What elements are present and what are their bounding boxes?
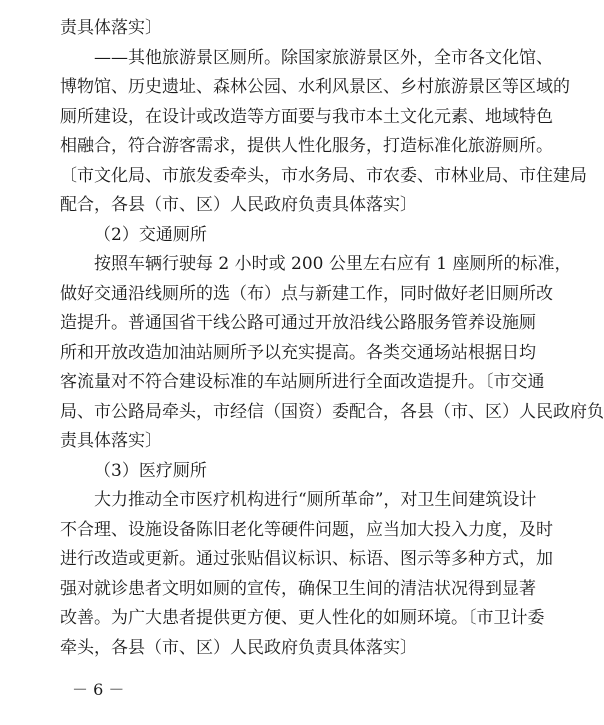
text-line: 大力推动全市医疗机构进行“厕所革命”，对卫生间建筑设计 [94, 490, 537, 510]
text-line: ——其他旅游景区厕所。除国家旅游景区外，全市各文化馆、 [94, 47, 553, 68]
text-line: 客流量对不符合建设标准的车站厕所进行全面改造提升。〔市交通 [60, 372, 545, 392]
text-line: 厕所建设，在设计或改造等方面要与我市本土文化元素、地域特色 [60, 106, 553, 127]
document-body [60, 14, 604, 663]
text-line: 博物馆、历史遗址、森林公园、水利风景区、乡村旅游景区等区域的 [60, 77, 570, 97]
page-number: － 6 － [72, 680, 125, 699]
text-line: 做好交通沿线厕所的选（布）点与新建工作，同时做好老旧厕所改 [60, 283, 553, 304]
text-line: 造提升。普通国省干线公路可通过开放沿线公路服务管养设施厕 [60, 313, 536, 333]
text-line: 〔市文化局、市旅发委牵头，市水务局、市农委、市林业局、市住建局 [60, 165, 587, 186]
text-line: 责具体落实〕 [60, 18, 162, 38]
text-line: 不合理、设施设备陈旧老化等硬件问题，应当加大投入力度，及时 [60, 519, 553, 540]
text-line: 配合，各县（市、区）人民政府负责具体落实〕 [60, 195, 417, 215]
section-heading: （3）医疗厕所 [94, 460, 207, 481]
text-line: 局、市公路局牵头，市经信（国资）委配合，各县（市、区）人民政府负 [60, 401, 604, 422]
text-line: 相融合，符合游客需求，提供人性化服务，打造标准化旅游厕所。 [60, 136, 553, 156]
section-heading: （2）交通厕所 [94, 224, 207, 245]
text-line: 按照车辆行驶每 2 小时或 200 公里左右应有 1 座厕所的标准， [94, 254, 572, 274]
text-line: 所和开放改造加油站厕所予以充实提高。各类交通场站根据日均 [60, 342, 536, 363]
text-line: 进行改造或更新。通过张贴倡议标识、标语、图示等多种方式，加 [60, 549, 553, 569]
text-line: 强对就诊患者文明如厕的宣传，确保卫生间的清洁状况得到显著 [60, 578, 536, 599]
text-line: 责具体落实〕 [60, 431, 162, 451]
text-line: 改善。为广大患者提供更方便、更人性化的如厕环境。〔市卫计委 [60, 608, 545, 628]
text-line: 牵头，各县（市、区）人民政府负责具体落实〕 [60, 637, 417, 658]
